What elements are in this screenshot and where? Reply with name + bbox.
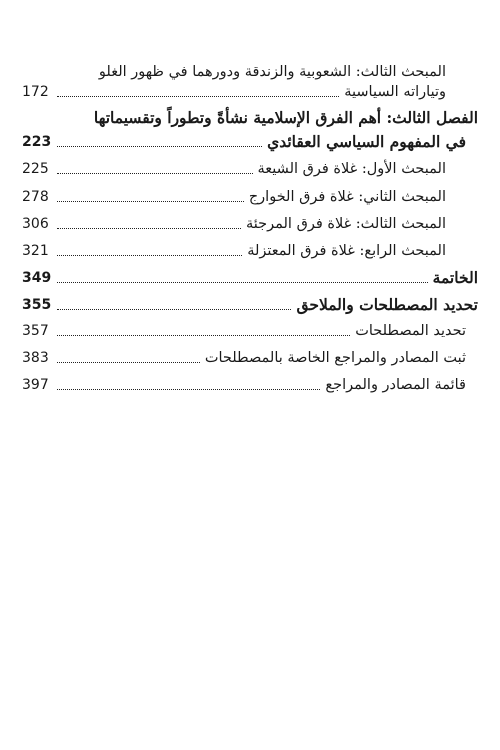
leader-dots	[57, 96, 339, 97]
toc-entry	[22, 183, 478, 207]
toc-entry-title: المبحث الرابع: غلاة فرق المعتزلة	[247, 243, 446, 259]
toc-entry	[22, 78, 478, 102]
toc-entry-page: 321	[22, 243, 49, 259]
toc-entry	[22, 291, 478, 315]
toc-entry-page: 397	[22, 377, 49, 393]
toc-entry-title: المبحث الثاني: غلاة فرق الخوارج	[248, 189, 446, 205]
toc-entry	[22, 128, 478, 152]
toc-entry	[22, 237, 478, 261]
toc-entry-title: المبحث الأول: غلاة فرق الشيعة	[257, 161, 446, 177]
toc-entry-title: ثبت المصادر والمراجع الخاصة بالمصطلحات	[204, 350, 466, 366]
leader-dots	[57, 173, 253, 174]
toc-entry-page: 223	[22, 134, 52, 150]
toc-entry	[22, 371, 478, 395]
leader-dots	[57, 201, 244, 202]
leader-dots	[57, 228, 241, 229]
toc-entry-title: الخاتمة	[432, 268, 478, 287]
toc-entry-title: تحديد المصطلحات والملاحق	[296, 295, 478, 314]
toc-entry	[22, 264, 478, 288]
toc-entry-page: 355	[22, 297, 52, 313]
leader-dots	[57, 362, 200, 363]
toc-entry	[22, 104, 478, 128]
toc-entry-page: 306	[22, 216, 49, 232]
toc-entry	[22, 155, 478, 179]
toc-entry-title: قائمة المصادر والمراجع	[325, 377, 466, 393]
leader-dots	[57, 255, 242, 256]
leader-dots	[57, 389, 320, 390]
toc-entry	[22, 210, 478, 234]
toc-entry-title: الفصل الثالث: أهم الفرق الإسلامية نشأةً وتطوراً وتقسيماتها	[93, 108, 478, 127]
toc-entry-page: 349	[22, 270, 52, 286]
leader-dots	[57, 282, 428, 283]
toc-entry-page: 383	[22, 350, 49, 366]
toc-entry-title: المبحث الثالث: غلاة فرق المرجئة	[246, 216, 446, 232]
toc-entry-title: وتياراته السياسية	[344, 84, 446, 100]
toc-entry-title: تحديد المصطلحات	[355, 323, 466, 339]
toc-entry-page: 172	[22, 84, 49, 100]
leader-dots	[57, 335, 350, 336]
toc-entry-title: المبحث الثالث: الشعوبية والزندقة ودورهما في ظهور الغلو	[98, 64, 446, 80]
toc-entry-page: 357	[22, 323, 49, 339]
leader-dots	[57, 309, 291, 310]
toc-entry	[22, 317, 478, 341]
toc-entry-page: 278	[22, 189, 49, 205]
toc-entry-page: 225	[22, 161, 49, 177]
toc-entry-title: في المفهوم السياسي العقائدي	[267, 132, 466, 151]
leader-dots	[57, 146, 262, 147]
toc-entry	[22, 344, 478, 368]
